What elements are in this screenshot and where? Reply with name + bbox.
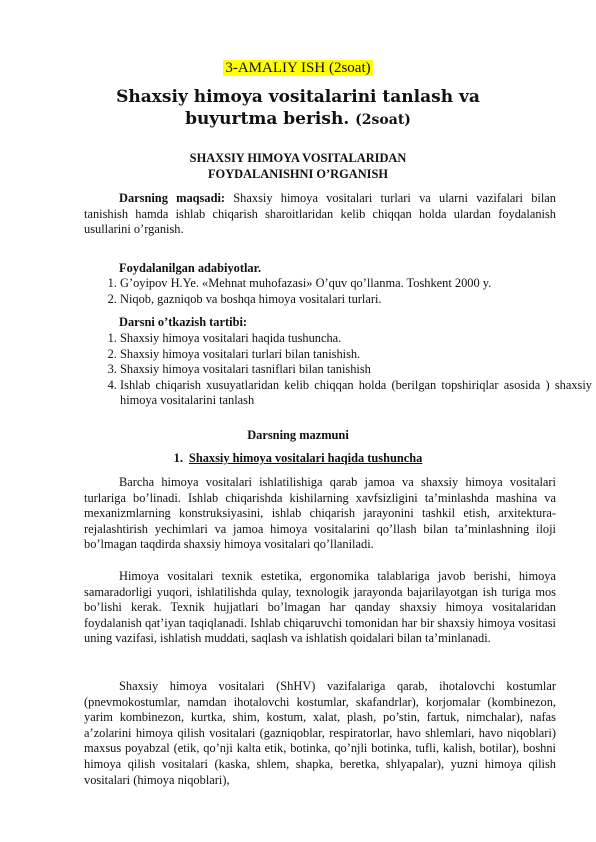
title-suffix: (2soat): [355, 112, 411, 128]
section-1-heading: [0, 451, 596, 467]
highlighted-header-text: 3-AMALIY ISH (2soat): [225, 60, 371, 76]
section-subheading: [0, 151, 596, 182]
subheading-line-2: FOYDALANISHNI O’RGANISH: [207, 166, 389, 181]
list-item: 4. Ishlab chiqarish xusuyatlaridan kelib chiqqan holda (berilgan topshiriqlar asosida ) shaxsiy himoya vositalarini tanlash: [120, 378, 592, 409]
section-1-title: Shaxsiy himoya vositalari haqida tushuncha: [188, 451, 423, 465]
title-main: Shaxsiy himoya vositalarini tanlash va buyurtma berish.: [116, 87, 480, 129]
list-item: 3. Shaxsiy himoya vositalari tasniflari bilan tanishish: [120, 362, 592, 378]
content-heading: Darsning mazmuni: [247, 428, 349, 442]
procedure-label: Darsni o’tkazish tartibi:: [119, 315, 248, 329]
body-paragraph-3: Shaxsiy himoya vositalari (ShHV) vazifalariga qarab, ihotalovchi kostumlar (pnevmokostumlar, namdan ihotalovchi kostumlar, skafandrlar), korjomalar (kombinezon, yarim kombinezon, kurtka, shim, kostum, xalat, plash, po’stin, fartuk, nimchalar), nafas a’zolarini himoya qilish vositalari (gazniqoblar, respiratorlar, havo shlemlari, havo niqoblari) maxsus poyabzal (etik, qo’nji kalta etik, botinka, qo’njli botinka, tufli, kalish, botilar), boshni himoya qilish vositalari (kaska, shlem, shapka, beretka, shlyapalar), yuzni himoya qilish vositalari (himoya niqoblari),: [84, 679, 556, 787]
literature-label: Foydalanilgan adabiyotlar.: [119, 261, 262, 275]
body-paragraph-2: Himoya vositalari texnik estetika, ergonomika talablariga javob berishi, himoya samaradorligi yuqori, ishlatilishda qulay, texnologik jarayonda bajarilayotgan ish turiga mos bo’lishi kerak. Texnik hujjatlari bo’lmagan har qanday shaxsiy himoya vositalaridan foydalanish qat’iyan taqiqlanadi. Ishlab chiqaruvchi tomonidan har bir shaxsiy himoya vositasi uning vazifasi, ishlatish muddati, saqlash va ishlatish qoidalari bilan ta’minlanadi.: [84, 569, 556, 646]
list-item: 2. Shaxsiy himoya vositalari turlari bilan tanishish.: [120, 347, 592, 363]
list-item: 1. G’oyipov H.Ye. «Mehnat muhofazasi» O’quv qo’llanma. Toshkent 2000 y.: [120, 276, 592, 292]
list-item: 2. Niqob, gazniqob va boshqa himoya vositalari turlari.: [120, 292, 592, 308]
document-title: [88, 86, 508, 131]
practical-work-header: [0, 58, 596, 78]
goal-label: Darsning maqsadi:: [119, 191, 226, 205]
body-paragraph-1: Barcha himoya vositalari ishlatilishiga qarab jamoa va shaxsiy himoya vositalari turlariga bo’linadi. Ishlab chiqarishda kishilarning xavfsizligini ta’minlashda mashina va mexanizmlarning konstruksiyasini, ishlab chiqarish jarayonini tashkil etish, arxitektura-rejalashtirish yechimlari va jamoa himoya vositalarini qo’llash bilan ta’minlashning iloji bo’lmagan taqdirda shaxsiy himoya vositalari qo’llaniladi.: [84, 475, 556, 552]
subheading-line-1: SHAXSIY HIMOYA VOSITALARIDAN: [189, 151, 407, 165]
section-1-number: 1.: [173, 451, 183, 465]
list-item: 1. Shaxsiy himoya vositalari haqida tushuncha.: [120, 331, 592, 347]
goal-text: Shaxsiy himoya vositalari turlari va ularni vazifalari bilan tanishish hamda ishlab chiqarish sharoitlaridan kelib chiqqan holda ulardan foydalanish usullarini o’rganish.: [84, 191, 556, 237]
literature-list: [84, 276, 592, 307]
procedure-list: [84, 331, 592, 409]
lesson-goal-paragraph: [84, 191, 556, 238]
